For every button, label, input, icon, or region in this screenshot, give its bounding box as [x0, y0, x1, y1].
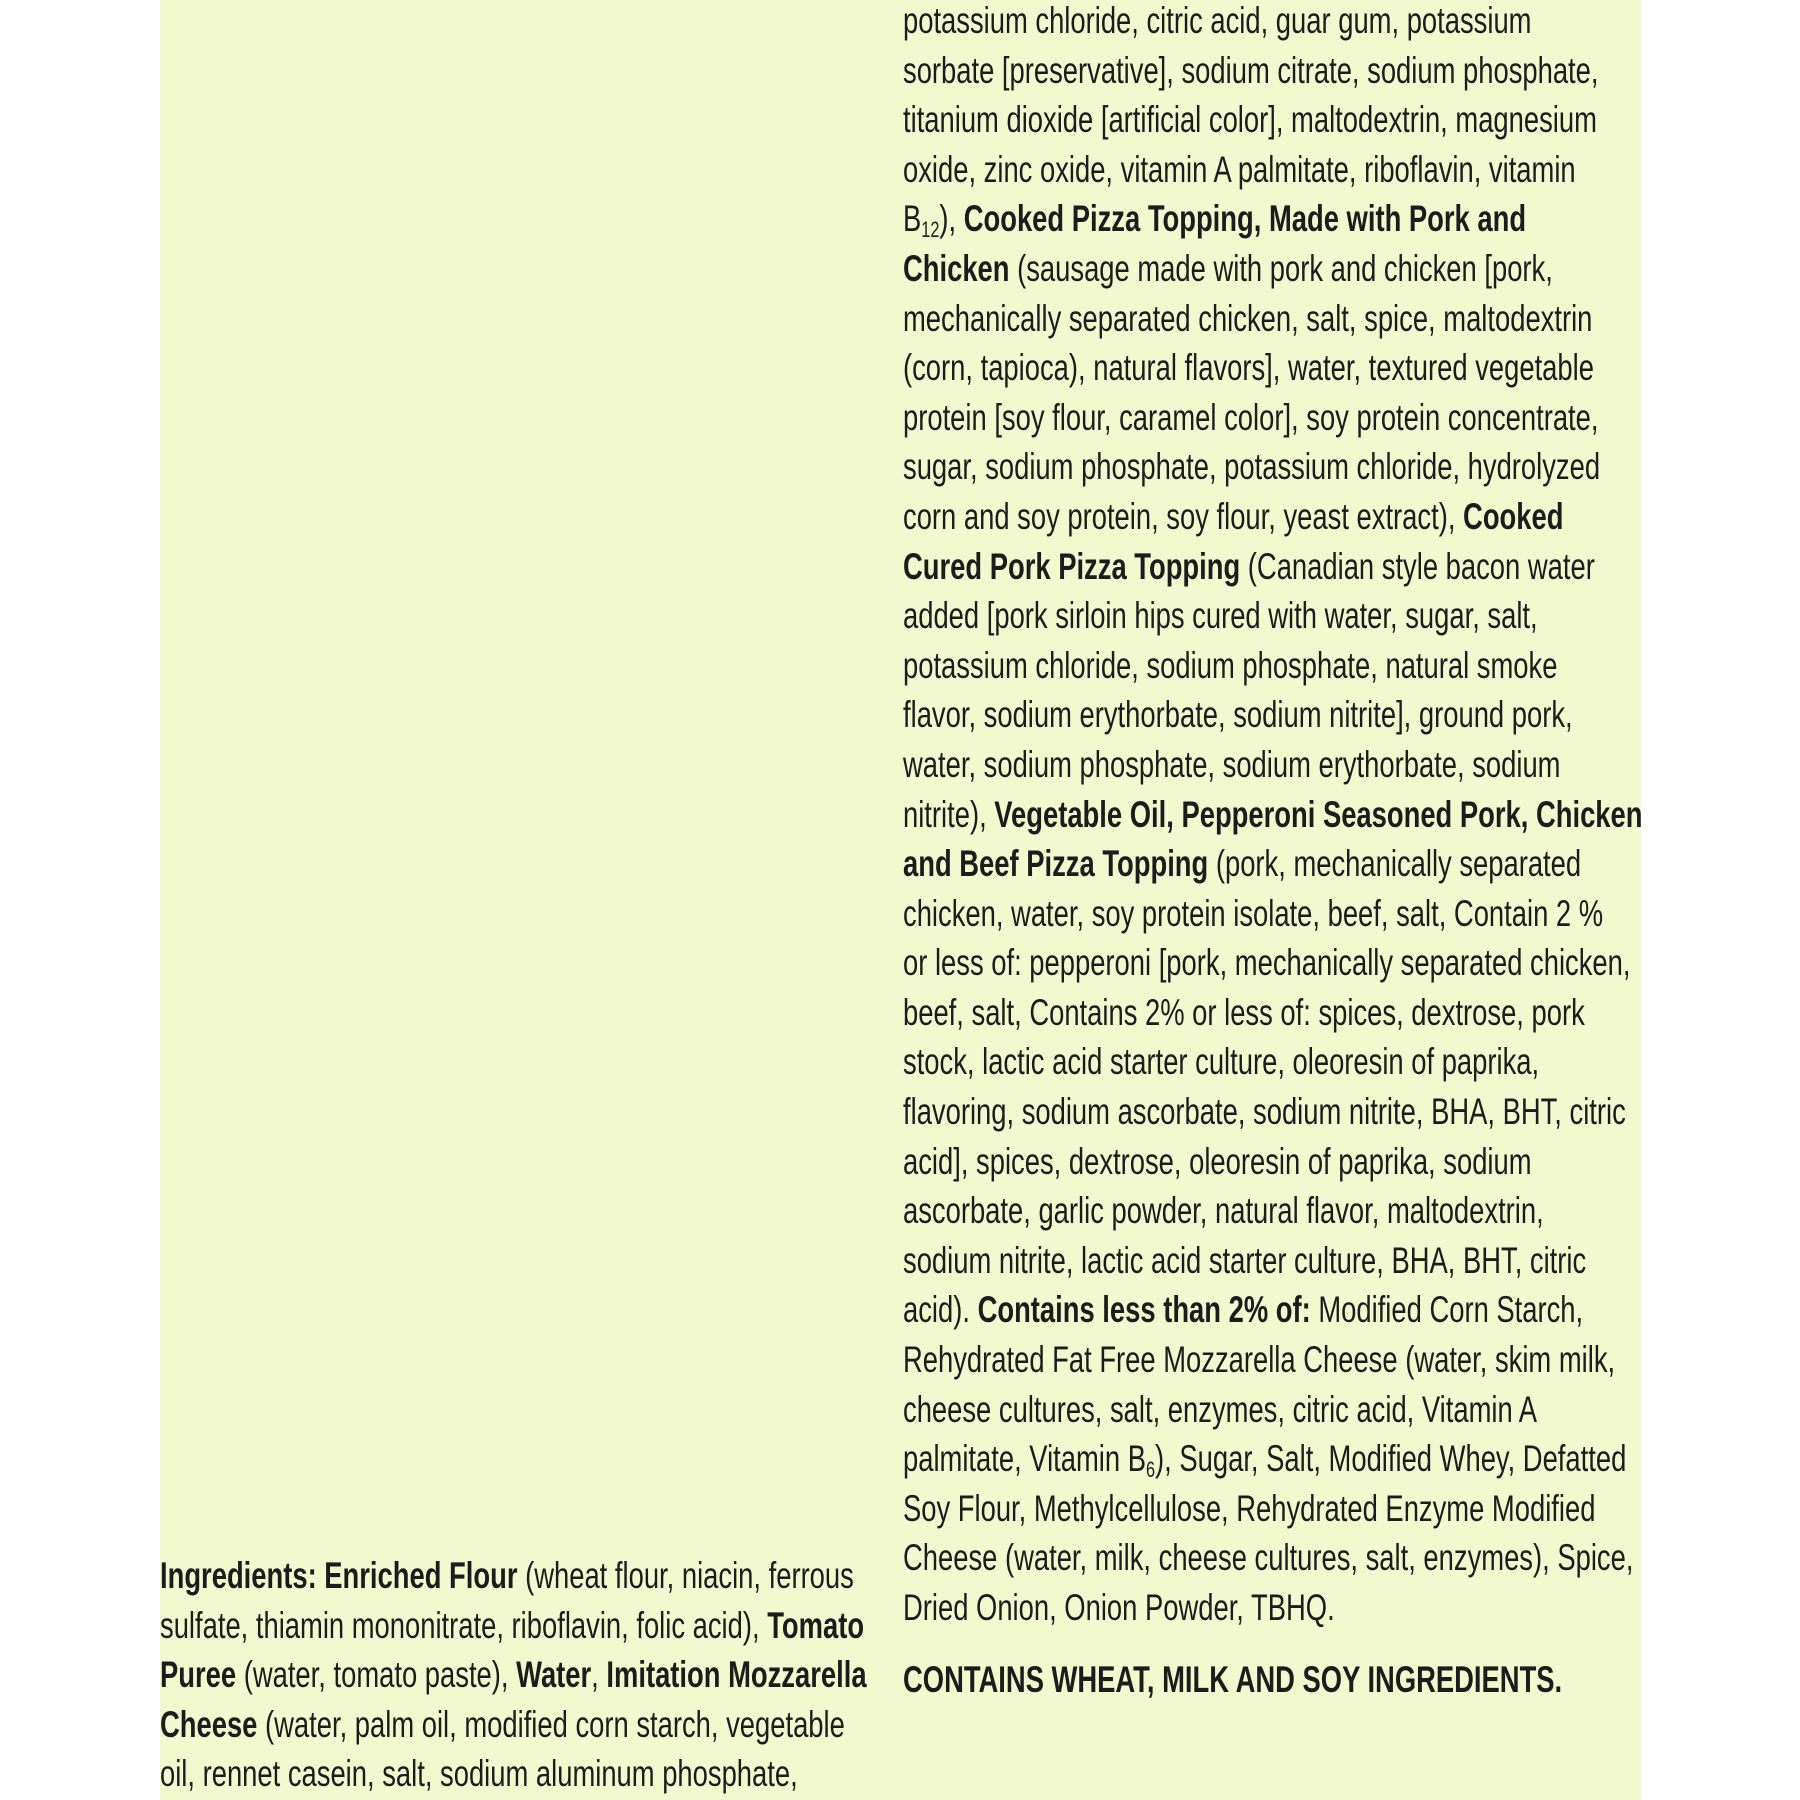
ingredient-text: mechanically separated chicken, salt, spice, maltodextrin	[903, 297, 1593, 339]
ingredient-line	[903, 889, 1642, 939]
ingredient-line	[903, 740, 1642, 790]
ingredient-line	[160, 1551, 867, 1601]
ingredient-line	[903, 1186, 1642, 1236]
ingredient-line	[903, 542, 1642, 592]
ingredient-text: nitrite),	[903, 793, 995, 835]
ingredient-line	[903, 1137, 1642, 1187]
ingredient-text: (wheat flour, niacin, ferrous	[517, 1555, 854, 1596]
ingredient-text: cheese cultures, salt, enzymes, citric acid, Vitamin A	[903, 1388, 1538, 1430]
bold-ingredient: Cheese	[160, 1703, 258, 1745]
ingredient-text: sulfate, thiamin mononitrate, riboflavin, folic acid),	[160, 1604, 768, 1646]
ingredient-line	[903, 1236, 1642, 1286]
ingredients-column-right	[903, 0, 1642, 1633]
ingredient-line	[903, 442, 1642, 492]
ingredient-line	[903, 1285, 1642, 1335]
ingredient-text: Cheese (water, milk, cheese cultures, salt, enzymes), Spice,	[903, 1537, 1634, 1579]
ingredient-line	[903, 46, 1642, 96]
ingredient-text: potassium chloride, citric acid, guar gum, potassium	[903, 0, 1532, 41]
ingredient-text: acid).	[903, 1289, 978, 1331]
ingredient-text: water, sodium phosphate, sodium erythorbate, sodium	[903, 743, 1561, 785]
bold-ingredient: Cured Pork Pizza Topping	[903, 545, 1241, 587]
ingredient-text: Rehydrated Fat Free Mozzarella Cheese (water, skim milk,	[903, 1339, 1616, 1381]
ingredient-text: (pork, mechanically separated	[1208, 843, 1582, 885]
bold-ingredient: Vegetable Oil, Pepperoni Seasoned Pork, Chicken	[994, 793, 1643, 835]
ingredient-line	[903, 0, 1642, 46]
bold-ingredient: Cooked	[1463, 495, 1564, 537]
subscript: 12	[921, 217, 940, 243]
bold-ingredient: Puree	[160, 1654, 237, 1696]
ingredient-text: oxide, zinc oxide, vitamin A palmitate, riboflavin, vitamin	[903, 148, 1576, 190]
ingredient-line	[903, 591, 1642, 641]
ingredient-text: corn and soy protein, soy flour, yeast extract),	[903, 495, 1464, 537]
ingredient-line	[903, 294, 1642, 344]
bold-ingredient: Imitation Mozzarella	[606, 1654, 867, 1696]
ingredients-column-left	[160, 1551, 867, 1799]
ingredient-text: Dried Onion, Onion Powder, TBHQ.	[903, 1587, 1335, 1628]
ingredient-line	[903, 690, 1642, 740]
ingredient-text: titanium dioxide [artificial color], maltodextrin, magnesium	[903, 99, 1597, 141]
ingredient-text: B	[903, 198, 922, 240]
ingredient-text: chicken, water, soy protein isolate, beef, salt, Contain 2 %	[903, 892, 1604, 934]
bold-ingredient: and Beef Pizza Topping	[903, 843, 1209, 885]
allergen-statement: CONTAINS WHEAT, MILK AND SOY INGREDIENTS.	[903, 1659, 1563, 1700]
ingredient-line	[903, 1434, 1642, 1484]
ingredient-text: flavoring, sodium ascorbate, sodium nitrite, BHA, BHT, citric	[903, 1091, 1626, 1133]
ingredient-line	[903, 790, 1642, 840]
ingredient-line	[903, 343, 1642, 393]
ingredient-line	[903, 1533, 1642, 1583]
ingredient-line	[160, 1650, 867, 1700]
ingredient-line	[903, 95, 1642, 145]
ingredient-line	[903, 988, 1642, 1038]
ingredient-text: protein [soy flour, caramel color], soy protein concentrate,	[903, 396, 1599, 438]
ingredient-text: acid], spices, dextrose, oleoresin of paprika, sodium	[903, 1140, 1532, 1182]
ingredient-text: sugar, sodium phosphate, potassium chloride, hydrolyzed	[903, 446, 1601, 488]
ingredient-text: (Canadian style bacon water	[1240, 545, 1595, 587]
ingredient-text: palmitate, Vitamin B	[903, 1438, 1146, 1480]
ingredient-line	[903, 938, 1642, 988]
ingredient-line	[903, 1335, 1642, 1385]
bold-ingredient: Ingredients: Enriched Flour	[160, 1555, 518, 1596]
subscript: 6	[1145, 1457, 1156, 1483]
ingredient-line	[903, 492, 1642, 542]
ingredient-line	[903, 641, 1642, 691]
ingredient-text: or less of: pepperoni [pork, mechanically separated chicken,	[903, 942, 1631, 984]
bold-ingredient: Water	[516, 1654, 592, 1696]
ingredient-text: oil, rennet casein, salt, sodium aluminum phosphate,	[160, 1753, 798, 1795]
bold-ingredient: Chicken	[903, 247, 1010, 289]
ingredient-text: (corn, tapioca), natural flavors], water, textured vegetable	[903, 347, 1594, 389]
ingredient-text: potassium chloride, sodium phosphate, natural smoke	[903, 644, 1558, 686]
ingredient-line	[903, 393, 1642, 443]
ingredient-text: added [pork sirloin hips cured with water, sugar, salt,	[903, 595, 1538, 637]
ingredient-line	[903, 1037, 1642, 1087]
ingredient-line	[903, 244, 1642, 294]
bold-ingredient: Cooked Pizza Topping, Made with Pork and	[963, 198, 1527, 240]
ingredient-line	[160, 1601, 867, 1651]
ingredient-text: sodium nitrite, lactic acid starter culture, BHA, BHT, citric	[903, 1239, 1587, 1281]
ingredient-text: (sausage made with pork and chicken [pork,	[1009, 247, 1553, 289]
ingredient-line	[160, 1700, 867, 1750]
ingredient-line	[160, 1749, 867, 1799]
bold-ingredient: Tomato	[767, 1604, 865, 1646]
ingredient-text: flavor, sodium erythorbate, sodium nitrite], ground pork,	[903, 694, 1573, 736]
ingredient-line	[903, 194, 1642, 244]
ingredient-line	[903, 1087, 1642, 1137]
ingredient-text: Modified Corn Starch,	[1310, 1289, 1584, 1331]
bold-ingredient: Contains less than 2% of:	[977, 1289, 1311, 1331]
ingredient-line	[903, 145, 1642, 195]
ingredient-text: Soy Flour, Methylcellulose, Rehydrated Enzyme Modified	[903, 1487, 1596, 1529]
ingredient-line	[903, 1385, 1642, 1435]
ingredient-text: sorbate [preservative], sodium citrate, sodium phosphate,	[903, 49, 1599, 91]
ingredient-line	[903, 1583, 1642, 1633]
ingredient-line	[903, 1484, 1642, 1534]
ingredient-text: (water, tomato paste),	[236, 1654, 517, 1696]
ingredient-text: ), Sugar, Salt, Modified Whey, Defatted	[1155, 1438, 1627, 1480]
ingredient-text: beef, salt, Contains 2% or less of: spices, dextrose, pork	[903, 991, 1585, 1033]
ingredient-text: ),	[939, 198, 964, 240]
ingredient-text: ascorbate, garlic powder, natural flavor, maltodextrin,	[903, 1190, 1544, 1232]
ingredient-line	[903, 839, 1642, 889]
ingredient-text: ,	[591, 1654, 607, 1696]
ingredient-text: stock, lactic acid starter culture, oleoresin of paprika,	[903, 1041, 1540, 1083]
ingredient-text: (water, palm oil, modified corn starch, vegetable	[257, 1703, 845, 1745]
